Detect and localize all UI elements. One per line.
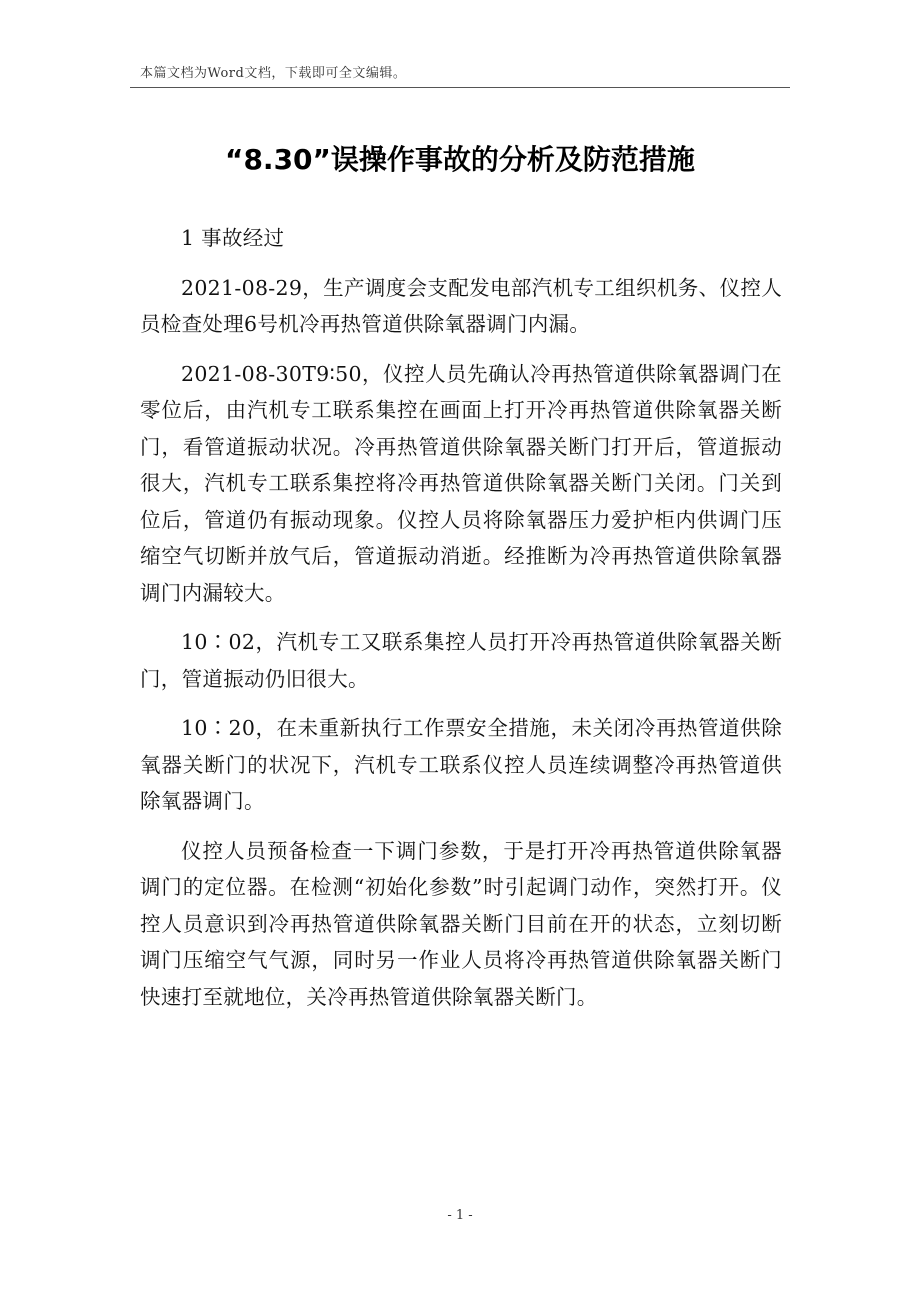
paragraph: 2021-08-29，生产调度会支配发电部汽机专工组织机务、仪控人员检查处理6号机冷再热管道供除氧器调门内漏。 xyxy=(140,275,782,336)
section-heading: 1 事故经过 xyxy=(181,226,285,250)
paragraph: 仪控人员预备检查一下调门参数，于是打开冷再热管道供除氧器调门的定位器。在检测“初始化参数”时引起调门动作，突然打开。仪控人员意识到冷再热管道供除氧器关断门目前在开的状态，立刻切断调门压缩空气气源，同时另一作业人员将冷再热管道供除氧器关断门快速打至就地位，关冷再热管道供除氧器关断门。 xyxy=(140,838,782,1009)
header-divider xyxy=(130,87,790,88)
paragraph: 10∶02，汽机专工又联系集控人员打开冷再热管道供除氧器关断门，管道振动仍旧很大。 xyxy=(140,630,782,691)
header-note: 本篇文档为Word文档，下载即可全文编辑。 xyxy=(140,66,407,81)
document-body xyxy=(140,220,782,1015)
page-number: - 1 - xyxy=(447,1208,473,1223)
document-title: “8.30”误操作事故的分析及防范措施 xyxy=(225,143,695,176)
paragraph: 2021-08-30T9∶50，仪控人员先确认冷再热管道供除氧器调门在零位后，由汽机专工联系集控在画面上打开冷再热管道供除氧器关断门，看管道振动状况。冷再热管道供除氧器关断门打开后，管道振动很大，汽机专工联系集控将冷再热管道供除氧器关断门关闭。门关到位后，管道仍有振动现象。仪控人员将除氧器压力爱护柜内供调门压缩空气切断并放气后，管道振动消逝。经推断为冷再热管道供除氧器调门内漏较大。 xyxy=(140,361,782,605)
paragraph: 10∶20，在未重新执行工作票安全措施，未关闭冷再热管道供除氧器关断门的状况下，汽机专工联系仪控人员连续调整冷再热管道供除氧器调门。 xyxy=(140,716,782,813)
